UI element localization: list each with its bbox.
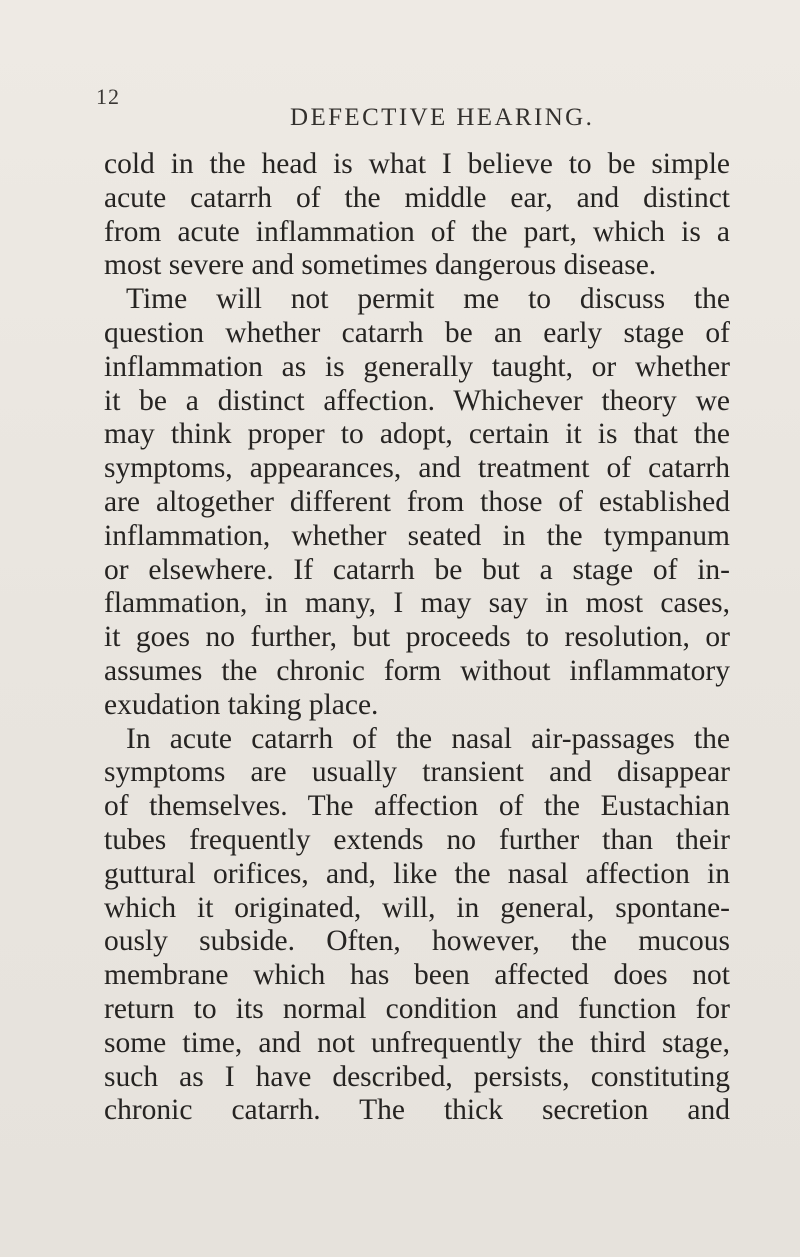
text-line: In acute catarrh of the nasal air-passages the	[126, 722, 730, 755]
text-line: flammation, in many, I may say in most cases,	[104, 587, 730, 620]
text-line: are altogether different from those of established	[104, 485, 730, 518]
text-line: tubes frequently extends no further than their	[104, 823, 730, 856]
text-line: cold in the head is what I believe to be simple	[104, 148, 730, 180]
text-line: return to its normal condition and function for	[104, 992, 730, 1025]
text-line: most severe and sometimes dangerous disease.	[104, 249, 657, 282]
text-line: such as I have described, persists, constituting	[104, 1060, 730, 1093]
text-line: membrane which has been affected does not	[104, 959, 730, 992]
text-line: inflammation, whether seated in the tympanum	[104, 519, 730, 552]
text-line: inflammation as is generally taught, or whether	[104, 350, 730, 383]
text-line: symptoms, appearances, and treatment of catarrh	[104, 452, 730, 485]
text-line: exudation taking place.	[104, 688, 379, 721]
text-line: symptoms are usually transient and disappear	[104, 756, 730, 789]
text-line: it be a distinct affection. Whichever theory we	[104, 384, 730, 417]
text-line: ously subside. Often, however, the mucous	[104, 925, 730, 958]
text-line: guttural orifices, and, like the nasal affection in	[104, 857, 730, 890]
text-line: chronic catarrh. The thick secretion and	[104, 1094, 730, 1127]
text-line: acute catarrh of the middle ear, and distinct	[104, 181, 730, 214]
text-line: may think proper to adopt, certain it is that the	[104, 418, 730, 451]
running-head: DEFECTIVE HEARING.	[290, 104, 595, 131]
text-line: or elsewhere. If catarrh be but a stage of in-	[104, 553, 730, 586]
body-text	[104, 148, 730, 1128]
text-line: which it originated, will, in general, spontane-	[104, 891, 730, 924]
text-line: Time will not permit me to discuss the	[126, 283, 730, 316]
page-number: 12	[96, 84, 120, 109]
text-line: some time, and not unfrequently the third stage,	[104, 1026, 730, 1059]
text-line: from acute inflammation of the part, which is a	[104, 215, 730, 248]
text-line: question whether catarrh be an early stage of	[104, 316, 730, 349]
text-line: it goes no further, but proceeds to resolution, or	[104, 621, 730, 654]
text-line: assumes the chronic form without inflammatory	[104, 654, 730, 687]
text-line: of themselves. The affection of the Eustachian	[104, 790, 730, 823]
